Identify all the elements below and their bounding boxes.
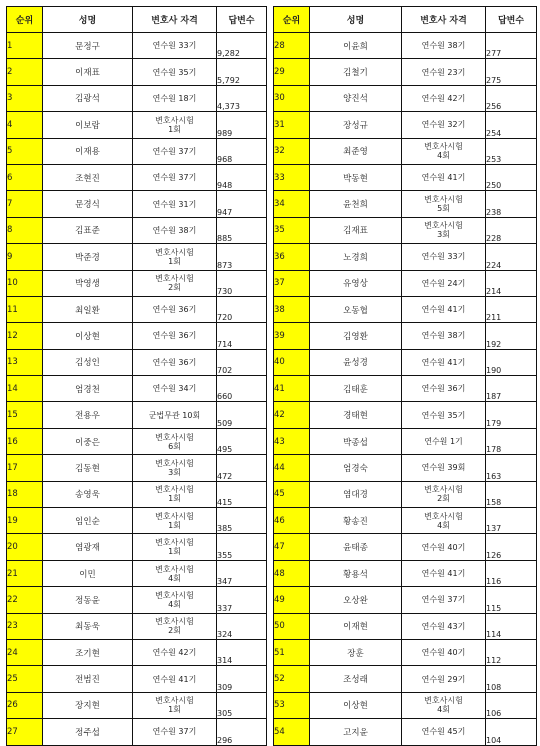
qualification-cell: 연수원 42기	[133, 639, 217, 665]
qualification-cell: 연수원 29기	[402, 666, 486, 692]
table-row	[7, 296, 267, 322]
name-cell: 조성래	[310, 666, 402, 692]
table-row	[7, 402, 267, 428]
count-cell: 137	[486, 508, 537, 534]
table-row	[274, 112, 537, 138]
count-cell: 214	[486, 270, 537, 296]
qualification-cell: 변호사시험 4회	[133, 560, 217, 586]
table-row	[274, 191, 537, 217]
qualification-cell: 연수원 41기	[402, 560, 486, 586]
table-row	[7, 534, 267, 560]
name-cell: 이상현	[43, 323, 133, 349]
rank-cell: 6	[7, 164, 43, 190]
count-cell: 254	[486, 112, 537, 138]
qualification-cell: 연수원 38기	[402, 33, 486, 59]
name-cell: 전범진	[43, 666, 133, 692]
count-cell: 347	[217, 560, 267, 586]
table-row	[274, 296, 537, 322]
name-cell: 장성규	[310, 112, 402, 138]
count-cell: 968	[217, 138, 267, 164]
rank-cell: 45	[274, 481, 310, 507]
rank-cell: 31	[274, 112, 310, 138]
qualification-cell: 연수원 39회	[402, 455, 486, 481]
rank-cell: 5	[7, 138, 43, 164]
qualification-cell: 연수원 41기	[133, 666, 217, 692]
table-row	[274, 613, 537, 639]
header-name: 성명	[43, 7, 133, 33]
count-cell: 495	[217, 428, 267, 454]
table-row	[7, 85, 267, 111]
name-cell: 김철기	[310, 59, 402, 85]
name-cell: 김광석	[43, 85, 133, 111]
rank-cell: 22	[7, 587, 43, 613]
qualification-cell: 연수원 31기	[133, 191, 217, 217]
qualification-cell: 연수원 42기	[402, 85, 486, 111]
name-cell: 조기현	[43, 639, 133, 665]
table-row	[7, 455, 267, 481]
name-cell: 이재표	[43, 59, 133, 85]
qualification-cell: 변호사시험 1회	[133, 481, 217, 507]
name-cell: 정동윤	[43, 587, 133, 613]
count-cell: 115	[486, 587, 537, 613]
count-cell: 885	[217, 217, 267, 243]
rank-cell: 40	[274, 349, 310, 375]
rank-cell: 9	[7, 244, 43, 270]
name-cell: 전용우	[43, 402, 133, 428]
name-cell: 김동현	[43, 455, 133, 481]
rank-cell: 42	[274, 402, 310, 428]
table-row	[7, 666, 267, 692]
header-name: 성명	[310, 7, 402, 33]
qualification-cell: 연수원 41기	[402, 296, 486, 322]
qualification-cell: 연수원 1기	[402, 428, 486, 454]
qualification-cell: 변호사시험 4회	[402, 692, 486, 718]
count-cell: 112	[486, 639, 537, 665]
qualification-cell: 연수원 33기	[402, 244, 486, 270]
rank-cell: 23	[7, 613, 43, 639]
rank-cell: 24	[7, 639, 43, 665]
count-cell: 324	[217, 613, 267, 639]
name-cell: 오상완	[310, 587, 402, 613]
count-cell: 9,282	[217, 33, 267, 59]
name-cell: 이재용	[43, 138, 133, 164]
header-rank: 순위	[274, 7, 310, 33]
qualification-cell: 변호사시험 1회	[133, 244, 217, 270]
name-cell: 임인순	[43, 508, 133, 534]
rank-cell: 49	[274, 587, 310, 613]
rank-cell: 43	[274, 428, 310, 454]
rank-cell: 35	[274, 217, 310, 243]
qualification-cell: 연수원 38기	[133, 217, 217, 243]
count-cell: 224	[486, 244, 537, 270]
table-row	[7, 217, 267, 243]
name-cell: 이상현	[310, 692, 402, 718]
name-cell: 장지현	[43, 692, 133, 718]
table-row	[274, 244, 537, 270]
count-cell: 415	[217, 481, 267, 507]
qualification-cell: 연수원 37기	[133, 164, 217, 190]
qualification-cell: 변호사시험 3회	[133, 455, 217, 481]
rank-cell: 13	[7, 349, 43, 375]
qualification-cell: 변호사시험 1회	[133, 692, 217, 718]
qualification-cell: 연수원 37기	[133, 138, 217, 164]
count-cell: 211	[486, 296, 537, 322]
count-cell: 277	[486, 33, 537, 59]
table-row	[274, 270, 537, 296]
count-cell: 337	[217, 587, 267, 613]
count-cell: 305	[217, 692, 267, 718]
rank-cell: 30	[274, 85, 310, 111]
name-cell: 이윤희	[310, 33, 402, 59]
table-row	[274, 428, 537, 454]
rank-cell: 47	[274, 534, 310, 560]
rank-cell: 34	[274, 191, 310, 217]
rank-cell: 39	[274, 323, 310, 349]
qualification-cell: 변호사시험 6회	[133, 428, 217, 454]
name-cell: 유영상	[310, 270, 402, 296]
count-cell: 989	[217, 112, 267, 138]
count-cell: 702	[217, 349, 267, 375]
table-row	[7, 349, 267, 375]
table-row	[7, 164, 267, 190]
rank-cell: 46	[274, 508, 310, 534]
rank-cell: 8	[7, 217, 43, 243]
rank-cell: 10	[7, 270, 43, 296]
rank-cell: 38	[274, 296, 310, 322]
count-cell: 178	[486, 428, 537, 454]
name-cell: 이중은	[43, 428, 133, 454]
table-row	[7, 481, 267, 507]
header-rank: 순위	[7, 7, 43, 33]
header-count: 답변수	[486, 7, 537, 33]
rank-cell: 21	[7, 560, 43, 586]
header-row	[7, 7, 267, 33]
name-cell: 고지윤	[310, 719, 402, 745]
table-row	[7, 508, 267, 534]
qualification-cell: 연수원 41기	[402, 164, 486, 190]
count-cell: 192	[486, 323, 537, 349]
ranking-table-right	[273, 6, 537, 746]
table-row	[274, 455, 537, 481]
qualification-cell: 변호사시험 4회	[402, 138, 486, 164]
count-cell: 228	[486, 217, 537, 243]
count-cell: 947	[217, 191, 267, 217]
qualification-cell: 연수원 37기	[402, 587, 486, 613]
count-cell: 250	[486, 164, 537, 190]
table-row	[274, 138, 537, 164]
count-cell: 253	[486, 138, 537, 164]
qualification-cell: 변호사시험 1회	[133, 534, 217, 560]
rank-cell: 50	[274, 613, 310, 639]
name-cell: 염광재	[43, 534, 133, 560]
rank-cell: 33	[274, 164, 310, 190]
count-cell: 116	[486, 560, 537, 586]
name-cell: 윤성경	[310, 349, 402, 375]
name-cell: 문정구	[43, 33, 133, 59]
name-cell: 엄경숙	[310, 455, 402, 481]
table-row	[274, 217, 537, 243]
name-cell: 황용석	[310, 560, 402, 586]
qualification-cell: 연수원 43기	[402, 613, 486, 639]
name-cell: 김태훈	[310, 376, 402, 402]
count-cell: 190	[486, 349, 537, 375]
table-row	[274, 376, 537, 402]
name-cell: 윤태종	[310, 534, 402, 560]
count-cell: 163	[486, 455, 537, 481]
qualification-cell: 연수원 36기	[133, 349, 217, 375]
rank-cell: 52	[274, 666, 310, 692]
rank-cell: 3	[7, 85, 43, 111]
table-row	[274, 692, 537, 718]
rank-cell: 18	[7, 481, 43, 507]
name-cell: 김재표	[310, 217, 402, 243]
table-row	[274, 481, 537, 507]
count-cell: 158	[486, 481, 537, 507]
rank-cell: 29	[274, 59, 310, 85]
rank-cell: 15	[7, 402, 43, 428]
count-cell: 275	[486, 59, 537, 85]
qualification-cell: 연수원 36기	[133, 323, 217, 349]
table-row	[274, 587, 537, 613]
count-cell: 4,373	[217, 85, 267, 111]
table-row	[274, 560, 537, 586]
qualification-cell: 연수원 38기	[402, 323, 486, 349]
rank-cell: 19	[7, 508, 43, 534]
name-cell: 오동협	[310, 296, 402, 322]
name-cell: 윤천희	[310, 191, 402, 217]
qualification-cell: 연수원 40기	[402, 534, 486, 560]
count-cell: 948	[217, 164, 267, 190]
table-row	[274, 164, 537, 190]
table-row	[7, 692, 267, 718]
qualification-cell: 연수원 37기	[133, 719, 217, 745]
table-row	[7, 613, 267, 639]
table-row	[7, 560, 267, 586]
rank-cell: 28	[274, 33, 310, 59]
count-cell: 385	[217, 508, 267, 534]
rank-cell: 27	[7, 719, 43, 745]
name-cell: 장훈	[310, 639, 402, 665]
header-row	[274, 7, 537, 33]
header-qualification: 변호사 자격	[402, 7, 486, 33]
count-cell: 472	[217, 455, 267, 481]
rank-cell: 25	[7, 666, 43, 692]
name-cell: 이민	[43, 560, 133, 586]
count-cell: 314	[217, 639, 267, 665]
name-cell: 최동욱	[43, 613, 133, 639]
count-cell: 720	[217, 296, 267, 322]
rank-cell: 14	[7, 376, 43, 402]
name-cell: 이재현	[310, 613, 402, 639]
count-cell: 873	[217, 244, 267, 270]
rank-cell: 44	[274, 455, 310, 481]
rank-cell: 41	[274, 376, 310, 402]
name-cell: 황송진	[310, 508, 402, 534]
qualification-cell: 변호사시험 2회	[133, 613, 217, 639]
qualification-cell: 연수원 24기	[402, 270, 486, 296]
table-row	[274, 508, 537, 534]
qualification-cell: 변호사시험 2회	[402, 481, 486, 507]
table-row	[7, 719, 267, 745]
count-cell: 106	[486, 692, 537, 718]
count-cell: 509	[217, 402, 267, 428]
qualification-cell: 연수원 36기	[133, 296, 217, 322]
qualification-cell: 연수원 35기	[133, 59, 217, 85]
qualification-cell: 연수원 33기	[133, 33, 217, 59]
name-cell: 김영환	[310, 323, 402, 349]
table-row	[7, 270, 267, 296]
qualification-cell: 연수원 45기	[402, 719, 486, 745]
qualification-cell: 연수원 32기	[402, 112, 486, 138]
table-row	[274, 323, 537, 349]
qualification-cell: 연수원 41기	[402, 349, 486, 375]
name-cell: 문경식	[43, 191, 133, 217]
rank-cell: 1	[7, 33, 43, 59]
name-cell: 정주섭	[43, 719, 133, 745]
header-count: 답변수	[217, 7, 267, 33]
qualification-cell: 변호사시험 4회	[402, 508, 486, 534]
qualification-cell: 변호사시험 4회	[133, 587, 217, 613]
name-cell: 경태현	[310, 402, 402, 428]
table-row	[274, 349, 537, 375]
right-table-body	[274, 33, 537, 746]
rank-cell: 4	[7, 112, 43, 138]
count-cell: 660	[217, 376, 267, 402]
table-row	[274, 534, 537, 560]
name-cell: 박영생	[43, 270, 133, 296]
count-cell: 104	[486, 719, 537, 745]
rank-cell: 32	[274, 138, 310, 164]
table-row	[274, 666, 537, 692]
name-cell: 최준영	[310, 138, 402, 164]
qualification-cell: 연수원 23기	[402, 59, 486, 85]
qualification-cell: 변호사시험 2회	[133, 270, 217, 296]
qualification-cell: 연수원 36기	[402, 376, 486, 402]
count-cell: 238	[486, 191, 537, 217]
count-cell: 714	[217, 323, 267, 349]
qualification-cell: 연수원 18기	[133, 85, 217, 111]
table-row	[7, 191, 267, 217]
header-qualification: 변호사 자격	[133, 7, 217, 33]
table-row	[274, 719, 537, 745]
count-cell: 179	[486, 402, 537, 428]
table-row	[7, 639, 267, 665]
rank-cell: 37	[274, 270, 310, 296]
qualification-cell: 변호사시험 5회	[402, 191, 486, 217]
count-cell: 108	[486, 666, 537, 692]
rank-cell: 12	[7, 323, 43, 349]
rank-cell: 53	[274, 692, 310, 718]
rank-cell: 17	[7, 455, 43, 481]
name-cell: 송영욱	[43, 481, 133, 507]
qualification-cell: 변호사시험 1회	[133, 112, 217, 138]
count-cell: 114	[486, 613, 537, 639]
count-cell: 730	[217, 270, 267, 296]
qualification-cell: 연수원 34기	[133, 376, 217, 402]
table-row	[7, 244, 267, 270]
name-cell: 박준경	[43, 244, 133, 270]
count-cell: 256	[486, 85, 537, 111]
count-cell: 187	[486, 376, 537, 402]
qualification-cell: 연수원 40기	[402, 639, 486, 665]
table-row	[7, 59, 267, 85]
table-row	[7, 323, 267, 349]
count-cell: 126	[486, 534, 537, 560]
qualification-cell: 변호사시험 1회	[133, 508, 217, 534]
table-row	[7, 112, 267, 138]
table-row	[7, 587, 267, 613]
name-cell: 염대경	[310, 481, 402, 507]
table-row	[274, 85, 537, 111]
qualification-cell: 연수원 35기	[402, 402, 486, 428]
left-table-body	[7, 33, 267, 746]
rank-cell: 7	[7, 191, 43, 217]
name-cell: 조현진	[43, 164, 133, 190]
rank-cell: 2	[7, 59, 43, 85]
count-cell: 355	[217, 534, 267, 560]
name-cell: 노경희	[310, 244, 402, 270]
count-cell: 309	[217, 666, 267, 692]
table-row	[274, 59, 537, 85]
qualification-cell: 군법무관 10회	[133, 402, 217, 428]
rank-cell: 54	[274, 719, 310, 745]
name-cell: 박종섭	[310, 428, 402, 454]
count-cell: 5,792	[217, 59, 267, 85]
name-cell: 양진석	[310, 85, 402, 111]
rank-cell: 48	[274, 560, 310, 586]
name-cell: 이보람	[43, 112, 133, 138]
name-cell: 엄경천	[43, 376, 133, 402]
table-row	[7, 138, 267, 164]
name-cell: 김성인	[43, 349, 133, 375]
rank-cell: 20	[7, 534, 43, 560]
table-row	[7, 33, 267, 59]
rank-cell: 36	[274, 244, 310, 270]
ranking-table-left	[6, 6, 267, 746]
rank-cell: 11	[7, 296, 43, 322]
name-cell: 최일환	[43, 296, 133, 322]
name-cell: 김표준	[43, 217, 133, 243]
table-row	[274, 639, 537, 665]
rank-cell: 26	[7, 692, 43, 718]
rank-cell: 51	[274, 639, 310, 665]
rank-cell: 16	[7, 428, 43, 454]
table-row	[274, 402, 537, 428]
qualification-cell: 변호사시험 3회	[402, 217, 486, 243]
count-cell: 296	[217, 719, 267, 745]
table-row	[7, 376, 267, 402]
table-row	[7, 428, 267, 454]
name-cell: 박동현	[310, 164, 402, 190]
table-row	[274, 33, 537, 59]
